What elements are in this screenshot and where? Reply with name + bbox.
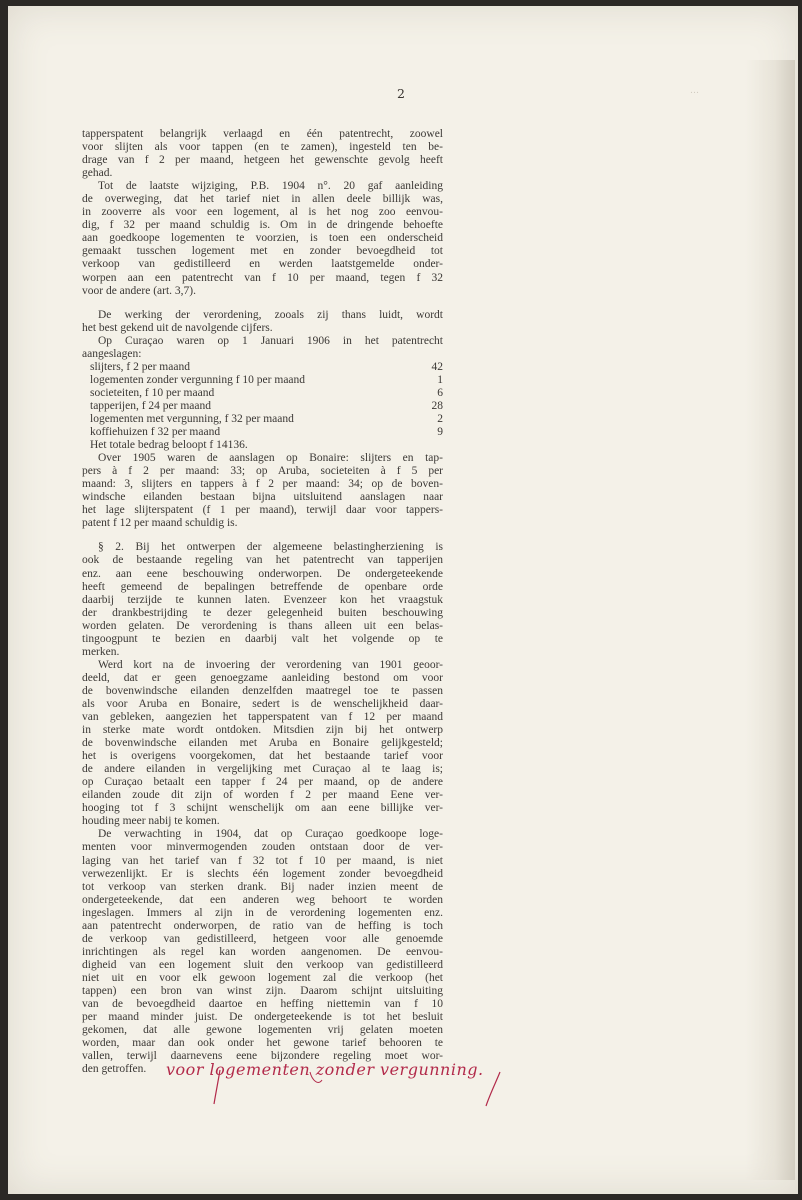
bleed-through-mark: … — [690, 86, 701, 96]
text-line: deeld, dat er geen genoegzame aanleiding bestond om voor — [82, 671, 443, 684]
text-line: der drankbestrijding te dezer gelegenheid buiten beschouwing — [82, 606, 443, 619]
text-line: het is overigens voorgekomen, dat het bestaande tarief voor — [82, 750, 443, 763]
text-line: de overweging, dat het tarief niet in allen deele billijk was, — [82, 193, 443, 206]
text-line: pers à f 2 per maand: 33; op Aruba, societeiten à f 5 per — [82, 465, 443, 478]
text-line: ook de bestaande regeling van het patentrecht van tapperijen — [82, 554, 443, 567]
text-line: § 2. Bij het ontwerpen der algemeene belastingherziening is — [98, 541, 443, 554]
text-line: menten voor minvermogenden zouden ontstaan door de ver- — [82, 841, 443, 854]
text-line: worpen aan een patentrecht van f 10 per maand, tegen f 32 — [82, 271, 443, 284]
table-row — [82, 400, 443, 413]
text-line: Tot de laatste wijziging, P.B. 1904 n°. 20 gaf aanleiding — [98, 180, 443, 193]
text-line: het lage slijterspatent (f 1 per maand), terwijl daar voor tappers- — [82, 504, 443, 517]
table-label: societeiten, f 10 per maand — [90, 386, 215, 399]
paragraph-8 — [82, 828, 443, 1076]
table-row — [82, 413, 443, 426]
text-line: De werking der verordening, zooals zij thans luidt, wordt — [98, 308, 443, 321]
text-line: voor slijten als voor tappen (en te zamen), ingesteld ten be- — [82, 141, 443, 154]
paragraph-6 — [82, 541, 443, 658]
table-label: slijters, f 2 per maand — [90, 360, 190, 373]
text-line: daarbij terzijde te kunnen laten. Evenzeer kon het vraagstuk — [82, 593, 443, 606]
table-value: 1 — [437, 373, 443, 386]
table-row — [82, 374, 443, 387]
table-label: logementen zonder vergunning f 10 per maand — [90, 373, 306, 386]
text-line: in sterke mate wordt ontdoken. Mitsdien zijn bij het ontwerp — [82, 724, 443, 737]
text-line: gehad. — [82, 167, 113, 180]
text-line: heeft gemeend de bepalingen betreffende de openbare orde — [82, 580, 443, 593]
table-label: logementen met vergunning, f 32 per maand — [90, 412, 294, 425]
table-row — [82, 387, 443, 400]
text-line: Werd kort na de invoering der verordening van 1901 geoor- — [98, 658, 443, 671]
text-line: enz. aan eene beschouwing onderworpen. De ondergeteekende — [82, 567, 443, 580]
text-line: eilanden zoude dit zijn of worden f 2 per maand Eene ver- — [82, 789, 443, 802]
text-line: aan goedkoope logementen te voorzien, is toen een onderscheid — [82, 232, 443, 245]
text-line: Over 1905 waren de aanslagen op Bonaire: slijters en tap- — [98, 452, 443, 465]
text-line: aan patentrecht onderworpen, de ratio van de heffing is toch — [82, 919, 443, 932]
table-total — [82, 439, 443, 452]
text-line: gekomen, dat alle gewone logementen vrij gelaten moeten — [82, 1024, 443, 1037]
text-line: het best gekend uit de navolgende cijfers. — [82, 321, 273, 334]
table-value: 9 — [437, 426, 443, 439]
text-line: van gebleken, aangezien het tapperspatent van f 12 per maand — [82, 711, 443, 724]
text-line: Op Curaçao waren op 1 Januari 1906 in het patentrecht — [98, 334, 443, 347]
text-line: verkoop van gedistilleerd en werden laatstgemelde onder- — [82, 258, 443, 271]
paragraph-4 — [82, 335, 443, 361]
paragraph-3 — [82, 309, 443, 335]
table-value: 42 — [431, 360, 443, 373]
text-line: van de bevoegdheid daartoe en heffing niettemin van f 10 — [82, 998, 443, 1011]
total-text: Het totale bedrag beloopt f 14136. — [90, 439, 248, 452]
text-line: windsche eilanden bestaan bijna uitsluitend aanslagen naar — [82, 491, 443, 504]
page-edge-shadow — [745, 60, 795, 1180]
paragraph-7 — [82, 659, 443, 829]
text-line: patent f 12 per maand schuldig is. — [82, 517, 238, 530]
text-line: merken. — [82, 645, 120, 658]
text-line: drage van f 2 per maand, hetgeen het gewenschte gevolg heeft — [82, 154, 443, 167]
text-line: verwezenlijkt. Er is slechts één logement zonder bevoegdheid — [82, 867, 443, 880]
text-line: op Curaçao betaalt een tapper f 24 per maand, op de andere — [82, 776, 443, 789]
text-line: aangeslagen: — [82, 347, 142, 360]
table-label: tapperijen, f 24 per maand — [90, 399, 212, 412]
text-line: de bovenwindsche eilanden met Aruba en Bonaire gelijkgesteld; — [82, 737, 443, 750]
text-line: voor de andere (art. 3,7). — [82, 284, 196, 297]
text-line: vallen, terwijl daarnevens eene bijzondere regeling moet wor- — [82, 1050, 443, 1063]
text-line: de bovenwindsche eilanden denzelfden maatregel toe te passen — [82, 684, 443, 697]
text-line: in zooverre als voor een logement, al is het nog zoo eenvou- — [82, 206, 443, 219]
table-value: 2 — [437, 412, 443, 425]
text-line: de verkoop van gedistilleerd, hetgeen voor alle genoemde — [82, 932, 443, 945]
text-line: De verwachting in 1904, dat op Curaçao goedkoope loge- — [98, 828, 443, 841]
text-line: per maand minder juist. De ondergeteekende is tot het besluit — [82, 1011, 443, 1024]
paragraph-5 — [82, 452, 443, 530]
text-line: gemaakt tusschen logement met en zonder bevoegdheid tot — [82, 245, 443, 258]
text-line: tingoogpunt te bezien en daarbij valt het volgende op te — [82, 632, 443, 645]
text-line: maand: 3, slijters en tappers à f 2 per maand: 34; op de boven- — [82, 478, 443, 491]
text-line: tapperspatent belangrijk verlaagd en één patentrecht, zoowel — [82, 128, 443, 140]
text-line: tappen) een bron van winst zijn. Daarom schijnt uitsluiting — [82, 985, 443, 997]
text-line: worden gelaten. De verordening is thans alleen uit een belas- — [82, 619, 443, 632]
text-line: digheid van een logement sluit den verkoop van gedistilleerd — [82, 958, 443, 971]
paragraph-2 — [82, 180, 443, 297]
table-value: 6 — [437, 386, 443, 399]
text-line: als voor Aruba en Bonaire, sedert is de wenschelijkheid daar- — [82, 697, 443, 710]
text-line: inrichtingen als regel kan worden aangenomen. De eenvou- — [82, 945, 443, 958]
body-text — [82, 128, 443, 1076]
text-line: houding meer nabij te komen. — [82, 815, 220, 828]
page-number: 2 — [397, 86, 405, 101]
table-row — [82, 361, 443, 374]
text-line: worden, maar dan ook onder het gewone tarief behooren te — [82, 1037, 443, 1050]
text-line: ondergeteekende, dat een anderen weg behoort te worden — [82, 893, 443, 906]
text-line: ingeslagen. Immers al zijn in de verordening logementen enz. — [82, 906, 443, 919]
text-line: den getroffen. — [82, 1063, 147, 1076]
handwritten-annotation: voor logementen zonder vergunning. — [166, 1060, 484, 1079]
table-label: koffiehuizen f 32 per maand — [90, 426, 221, 439]
text-line: laging van het tarief van f 32 tot f 10 per maand, is niet — [82, 854, 443, 867]
table-value: 28 — [431, 399, 443, 412]
tax-table — [82, 361, 443, 452]
text-line: de andere eilanden in vergelijking met Curaçao al te laag is; — [82, 763, 443, 776]
paragraph-1 — [82, 128, 443, 180]
table-row — [82, 426, 443, 439]
text-line: niet uit en voor elk gewoon logement zal die verkoop (het — [82, 971, 443, 984]
text-line: hooging tot f 3 schijnt wenschelijk om aan eene billijke ver- — [82, 802, 443, 815]
text-line: tot verkoop van sterken drank. Bij nader inzien meent de — [82, 880, 443, 893]
text-line: dig, f 32 per maand schuldig is. Om in de dringende behoefte — [82, 219, 443, 232]
